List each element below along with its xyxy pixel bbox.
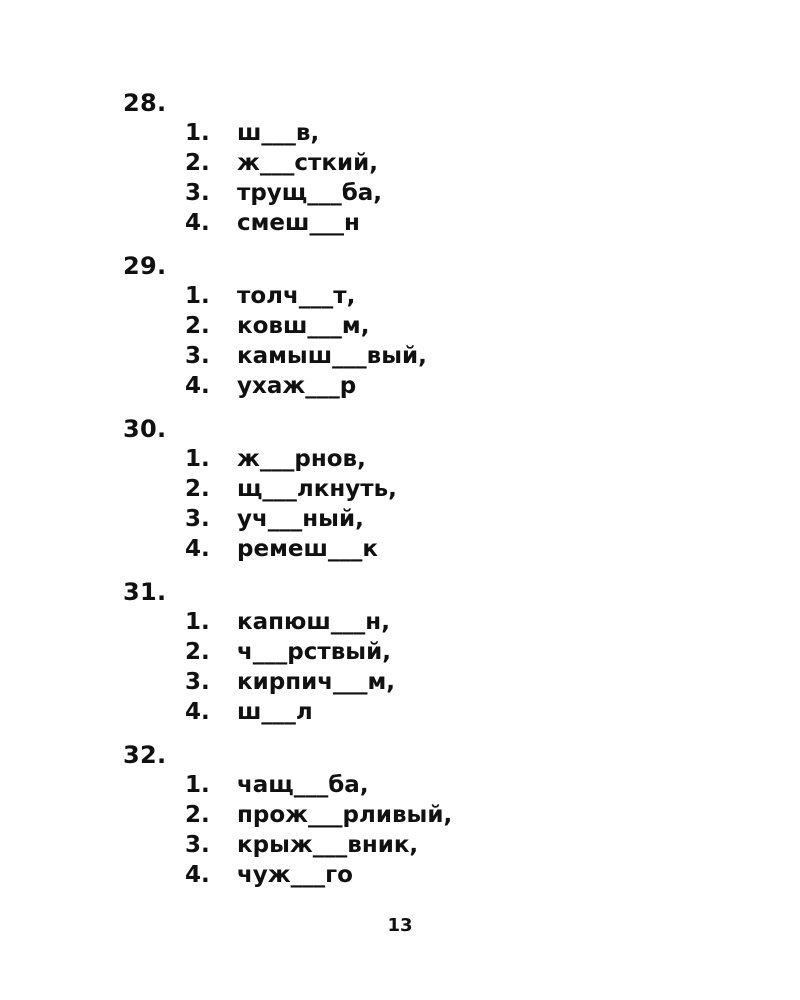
list-item xyxy=(123,607,390,637)
item-number: 2. xyxy=(185,313,210,339)
list-item xyxy=(123,474,397,504)
list-item xyxy=(123,504,364,534)
list-item xyxy=(123,444,366,474)
item-number: 3. xyxy=(185,180,210,206)
item-number: 4. xyxy=(185,210,210,236)
exercise-number: 32. xyxy=(123,741,167,769)
exercise-items xyxy=(123,607,396,727)
item-number: 1. xyxy=(185,120,210,146)
item-number: 3. xyxy=(185,669,210,695)
exercise-items xyxy=(123,770,453,890)
list-item xyxy=(123,860,353,890)
item-number: 4. xyxy=(185,699,210,725)
exercise-number: 29. xyxy=(123,252,167,280)
item-word: крыж___вник, xyxy=(237,832,419,858)
list-item xyxy=(123,534,378,564)
item-word: прож___рливый, xyxy=(237,802,453,828)
item-word: ж___рнов, xyxy=(237,446,366,472)
item-number: 1. xyxy=(185,772,210,798)
item-number: 1. xyxy=(185,446,210,472)
list-item xyxy=(123,178,383,208)
item-word: ж___сткий, xyxy=(237,150,378,176)
item-word: чуж___го xyxy=(237,862,353,888)
item-word: камыш___вый, xyxy=(237,343,427,369)
item-number: 1. xyxy=(185,609,210,635)
list-item xyxy=(123,118,320,148)
list-item xyxy=(123,148,378,178)
item-number: 4. xyxy=(185,373,210,399)
exercise-31 xyxy=(123,577,396,727)
list-item xyxy=(123,770,369,800)
item-word: щ___лкнуть, xyxy=(237,476,397,502)
exercise-32 xyxy=(123,740,453,890)
item-number: 1. xyxy=(185,283,210,309)
item-word: капюш___н, xyxy=(237,609,390,635)
item-word: ч___рствый, xyxy=(237,639,391,665)
exercise-items xyxy=(123,281,427,401)
item-number: 4. xyxy=(185,536,210,562)
list-item xyxy=(123,830,419,860)
exercise-items xyxy=(123,444,397,564)
list-item xyxy=(123,697,313,727)
item-number: 3. xyxy=(185,506,210,532)
exercise-items xyxy=(123,118,383,238)
item-number: 3. xyxy=(185,832,210,858)
exercise-28 xyxy=(123,88,383,238)
item-word: смеш___н xyxy=(237,210,360,236)
item-word: трущ___ба, xyxy=(237,180,383,206)
exercise-30 xyxy=(123,414,397,564)
exercise-number: 28. xyxy=(123,89,167,117)
item-word: ухаж___р xyxy=(237,373,357,399)
item-number: 2. xyxy=(185,476,210,502)
list-item xyxy=(123,800,453,830)
item-word: толч___т, xyxy=(237,283,356,309)
list-item xyxy=(123,208,360,238)
exercise-29 xyxy=(123,251,427,401)
exercise-number: 31. xyxy=(123,578,167,606)
list-item xyxy=(123,667,396,697)
item-number: 2. xyxy=(185,639,210,665)
list-item xyxy=(123,281,356,311)
item-word: ш___л xyxy=(237,699,313,725)
exercise-number: 30. xyxy=(123,415,167,443)
item-word: чащ___ба, xyxy=(237,772,369,798)
item-word: ковш___м, xyxy=(237,313,370,339)
item-word: уч___ный, xyxy=(237,506,364,532)
list-item xyxy=(123,341,427,371)
item-number: 2. xyxy=(185,802,210,828)
list-item xyxy=(123,371,357,401)
item-number: 2. xyxy=(185,150,210,176)
page-number: 13 xyxy=(387,915,413,936)
list-item xyxy=(123,311,370,341)
item-word: ш___в, xyxy=(237,120,320,146)
item-number: 4. xyxy=(185,862,210,888)
list-item xyxy=(123,637,391,667)
item-word: кирпич___м, xyxy=(237,669,396,695)
item-word: ремеш___к xyxy=(237,536,378,562)
item-number: 3. xyxy=(185,343,210,369)
